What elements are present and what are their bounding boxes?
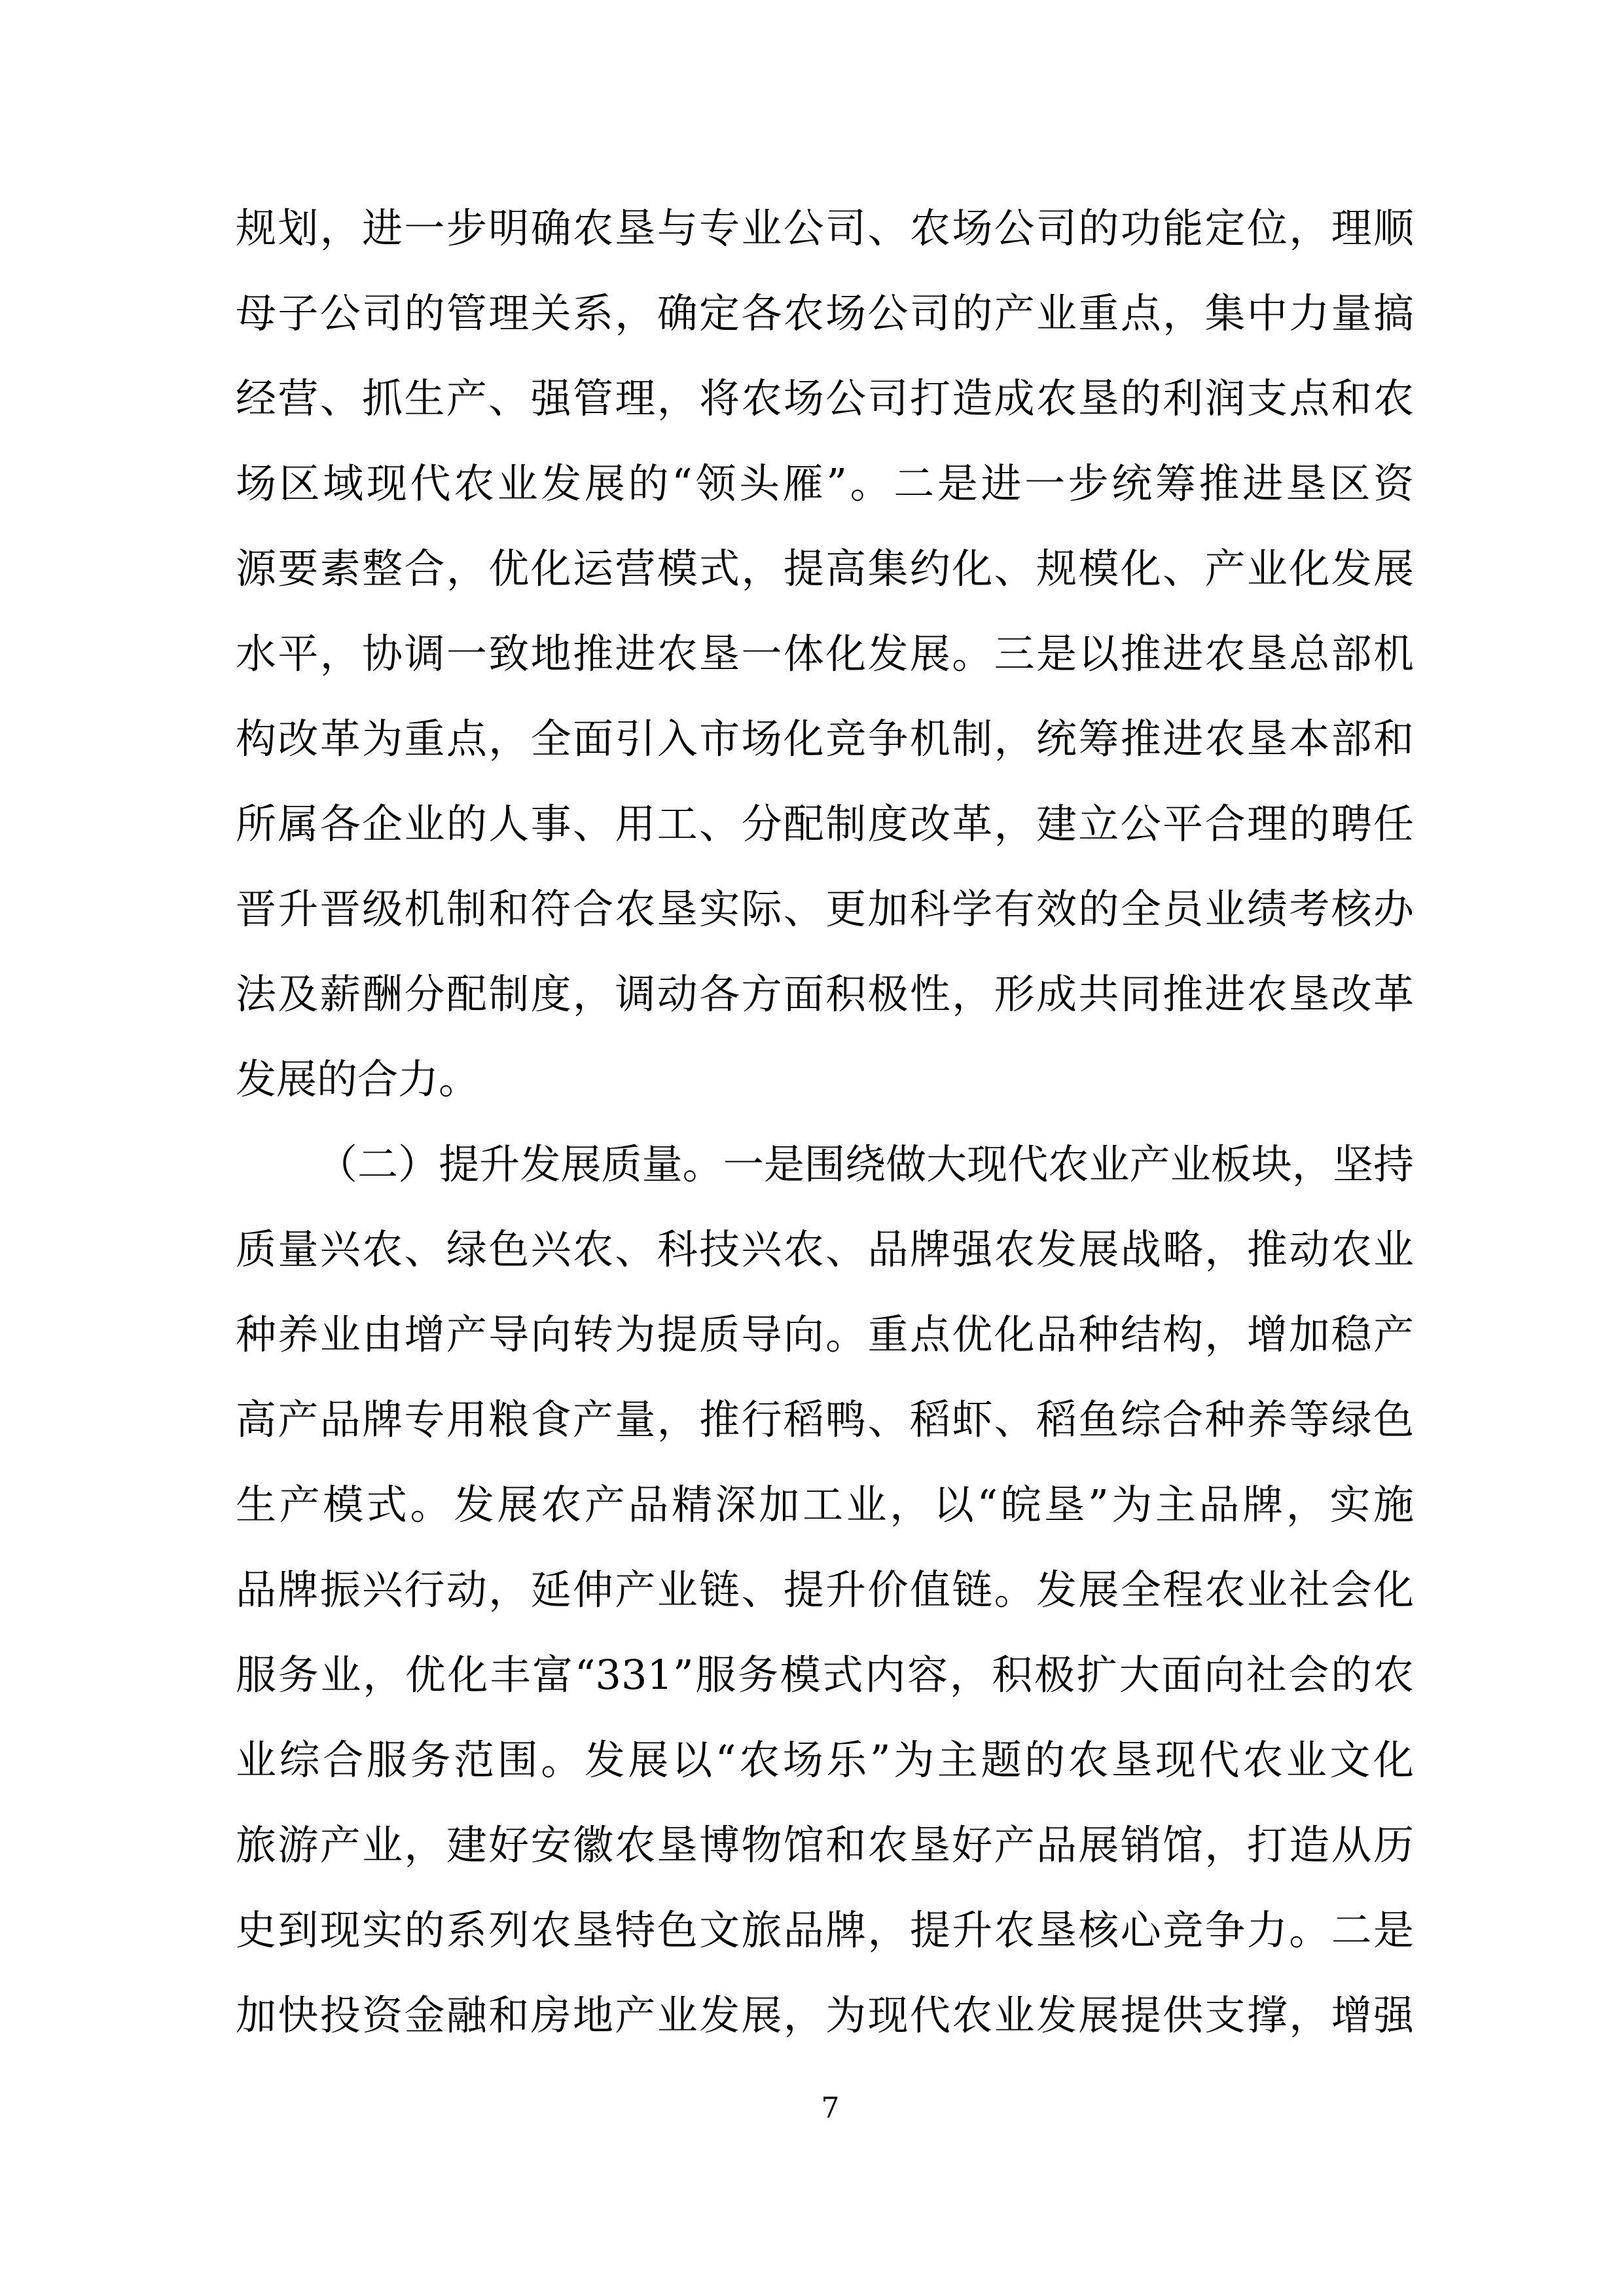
- text-line: 所属各企业的人事、用工、分配制度改革，建立公平合理的聘任: [236, 800, 1414, 848]
- text-line: 水平，协调一致地推进农垦一体化发展。三是以推进农垦总部机: [236, 630, 1414, 678]
- text-line: 旅游产业，建好安徽农垦博物馆和农垦好产品展销馆，打造从历: [236, 1821, 1414, 1869]
- text-line: 加快投资金融和房地产业发展，为现代农业发展提供支撑，增强: [236, 1991, 1414, 2039]
- text-line: 服务业，优化丰富“331”服务模式内容，积极扩大面向社会的农: [236, 1651, 1414, 1699]
- text-line: 母子公司的管理关系，确定各农场公司的产业重点，集中力量搞: [236, 289, 1414, 337]
- text-line: 规划，进一步明确农垦与专业公司、农场公司的功能定位，理顺: [236, 204, 1414, 252]
- text-line: 种养业由增产导向转为提质导向。重点优化品种结构，增加稳产: [236, 1310, 1414, 1358]
- text-line-paragraph-start: （二）提升发展质量。一是围绕做大现代农业产业板块，坚持: [317, 1140, 1414, 1188]
- text-line: 品牌振兴行动，延伸产业链、提升价值链。发展全程农业社会化: [236, 1566, 1414, 1614]
- text-line: 构改革为重点，全面引入市场化竞争机制，统筹推进农垦本部和: [236, 715, 1414, 763]
- text-line: 高产品牌专用粮食产量，推行稻鸭、稻虾、稻鱼综合种养等绿色: [236, 1396, 1414, 1443]
- text-line: 法及薪酬分配制度，调动各方面积极性，形成共同推进农垦改革: [236, 970, 1414, 1018]
- text-line: 晋升晋级机制和符合农垦实际、更加科学有效的全员业绩考核办: [236, 885, 1414, 933]
- text-line: 经营、抓生产、强管理，将农场公司打造成农垦的利润支点和农: [236, 374, 1414, 422]
- page-number: 7: [821, 2091, 840, 2125]
- text-line-paragraph-end: 发展的合力。: [236, 1055, 480, 1103]
- text-line: 质量兴农、绿色兴农、科技兴农、品牌强农发展战略，推动农业: [236, 1225, 1414, 1273]
- text-line: 史到现实的系列农垦特色文旅品牌，提升农垦核心竞争力。二是: [236, 1906, 1414, 1954]
- text-line: 场区域现代农业发展的“领头雁”。二是进一步统筹推进垦区资: [236, 460, 1414, 507]
- text-line: 业综合服务范围。发展以“农场乐”为主题的农垦现代农业文化: [236, 1736, 1414, 1784]
- text-line: 生产模式。发展农产品精深加工业，以“皖垦”为主品牌，实施: [236, 1481, 1414, 1528]
- document-body: [236, 186, 1414, 2058]
- text-line: 源要素整合，优化运营模式，提高集约化、规模化、产业化发展: [236, 545, 1414, 592]
